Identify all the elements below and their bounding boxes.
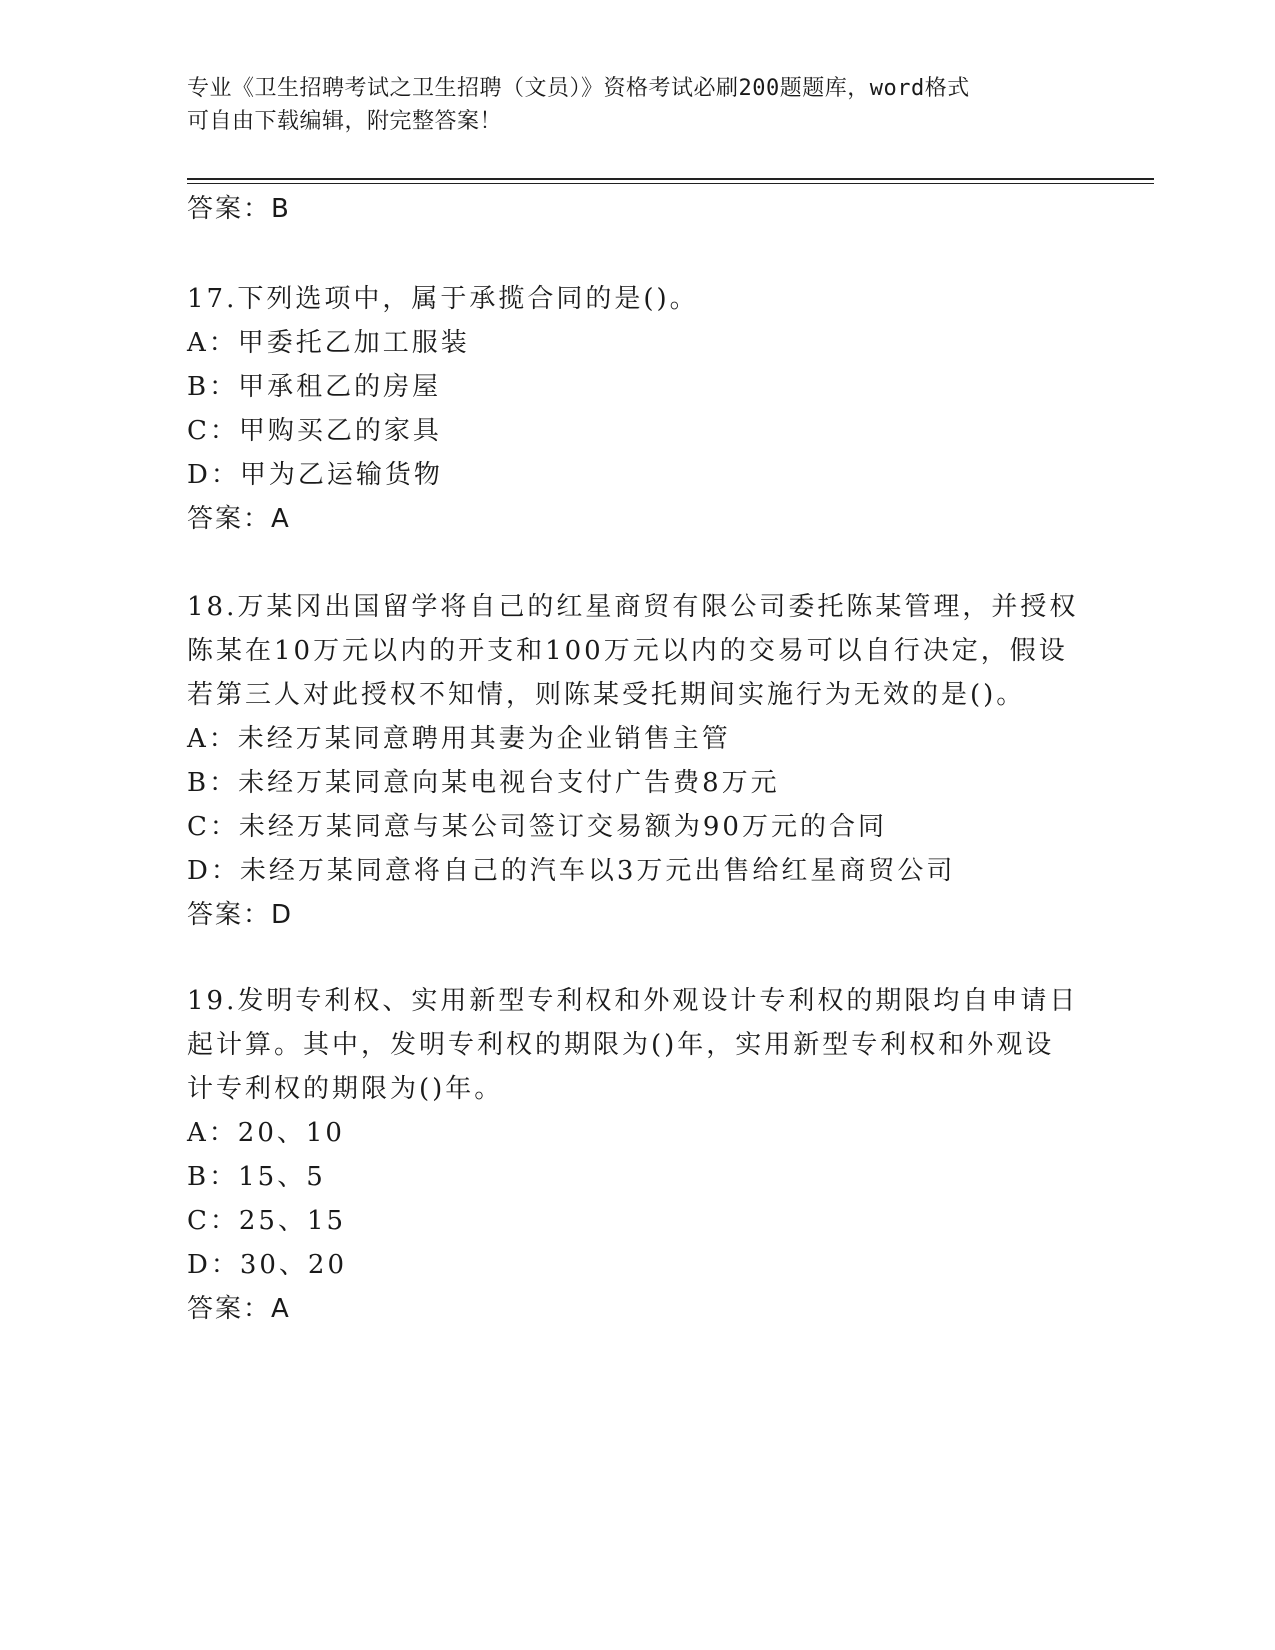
question-19-text-line-1: 19.发明专利权、实用新型专利权和外观设计专利权的期限均自申请日 — [187, 986, 1079, 1016]
answer-prev: 答案：B — [187, 194, 291, 224]
question-18-option-b: B：未经万某同意向某电视台支付广告费8万元 — [187, 768, 780, 798]
question-18-option-a: A：未经万某同意聘用其妻为企业销售主管 — [187, 724, 731, 754]
question-17-option-b: B：甲承租乙的房屋 — [187, 372, 442, 402]
question-17-answer: 答案：A — [187, 504, 291, 534]
question-17-option-d: D：甲为乙运输货物 — [187, 460, 443, 490]
question-18-text-line-1: 18.万某冈出国留学将自己的红星商贸有限公司委托陈某管理，并授权 — [187, 592, 1079, 622]
question-18-answer: 答案：D — [187, 900, 294, 930]
question-19-option-a: A：20、10 — [187, 1118, 345, 1148]
question-18-text-line-3: 若第三人对此授权不知情，则陈某受托期间实施行为无效的是()。 — [187, 680, 1026, 710]
question-17-option-c: C：甲购买乙的家具 — [187, 416, 442, 446]
header-divider-thin — [187, 183, 1154, 184]
question-17-text: 17.下列选项中，属于承揽合同的是()。 — [187, 284, 699, 314]
question-17-option-a: A：甲委托乙加工服装 — [187, 328, 470, 358]
header-divider — [187, 178, 1154, 180]
document-header — [187, 72, 1067, 138]
question-19-text-line-3: 计专利权的期限为()年。 — [187, 1074, 504, 1104]
question-19-answer: 答案：A — [187, 1294, 291, 1324]
header-line-1: 专业《卫生招聘考试之卫生招聘（文员）》资格考试必刷200题题库，word格式 — [187, 76, 970, 101]
question-19-option-b: B：15、5 — [187, 1162, 326, 1192]
question-18-option-c: C：未经万某同意与某公司签订交易额为90万元的合同 — [187, 812, 887, 842]
question-18-option-d: D：未经万某同意将自己的汽车以3万元出售给红星商贸公司 — [187, 856, 956, 886]
question-19-text-line-2: 起计算。其中，发明专利权的期限为()年，实用新型专利权和外观设 — [187, 1030, 1055, 1060]
question-18-text-line-2: 陈某在10万元以内的开支和100万元以内的交易可以自行决定，假设 — [187, 636, 1068, 666]
question-19-option-d: D：30、20 — [187, 1250, 348, 1280]
question-19-option-c: C：25、15 — [187, 1206, 347, 1236]
header-line-2: 可自由下载编辑，附完整答案！ — [187, 109, 503, 134]
